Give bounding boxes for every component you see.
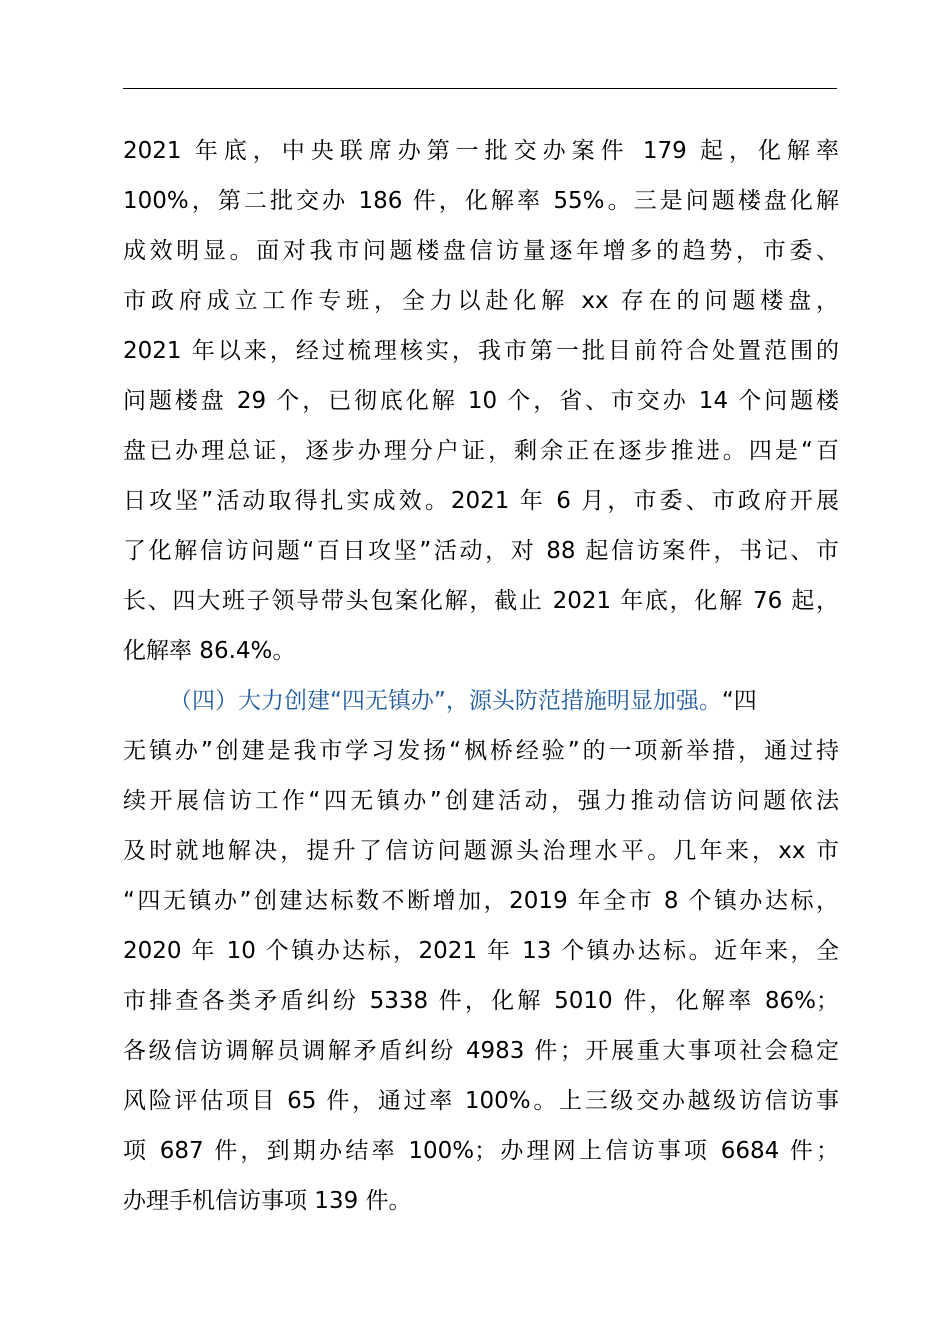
paragraph-1-line-4: 市政府成立工作专班，全力以赴化解 xx 存在的问题楼盘， xyxy=(123,288,839,314)
paragraph-2-line-10: 办理手机信访事项 139 件。 xyxy=(123,1188,412,1214)
paragraph-2-line-3: 及时就地解决，提升了信访问题源头治理水平。几年来，xx 市 xyxy=(123,838,839,864)
header-rule xyxy=(123,88,837,89)
section-heading: （四）大力创建“四无镇办”，源头防范措施明显加强。 xyxy=(169,688,722,714)
paragraph-1-line-5: 2021 年以来，经过梳理核实，我市第一批目前符合处置范围的 xyxy=(123,338,839,364)
paragraph-1-line-8: 日攻坚”活动取得扎实成效。2021 年 6 月，市委、市政府开展 xyxy=(123,488,839,514)
paragraph-2-line-9: 项 687 件，到期办结率 100%；办理网上信访事项 6684 件； xyxy=(123,1138,839,1164)
paragraph-2-line-7: 各级信访调解员调解矛盾纠纷 4983 件；开展重大事项社会稳定 xyxy=(123,1038,839,1064)
paragraph-1-line-10: 长、四大班子领导带头包案化解，截止 2021 年底，化解 76 起， xyxy=(123,588,839,614)
paragraph-1-line-7: 盘已办理总证，逐步办理分户证，剩余正在逐步推进。四是“百 xyxy=(123,438,839,464)
section-heading-line xyxy=(123,676,839,726)
paragraph-1-line-1: 2021 年底，中央联席办第一批交办案件 179 起，化解率 xyxy=(123,138,839,164)
paragraph-1-line-3: 成效明显。面对我市问题楼盘信访量逐年增多的趋势，市委、 xyxy=(123,238,839,264)
paragraph-2-line-5: 2020 年 10 个镇办达标，2021 年 13 个镇办达标。近年来，全 xyxy=(123,938,839,964)
document-body xyxy=(123,126,839,1226)
paragraph-2-line-2: 续开展信访工作“四无镇办”创建活动，强力推动信访问题依法 xyxy=(123,788,839,814)
paragraph-1-line-11: 化解率 86.4%。 xyxy=(123,638,296,664)
paragraph-2-first-tail: “四 xyxy=(721,688,757,714)
paragraph-2-line-6: 市排查各类矛盾纠纷 5338 件，化解 5010 件，化解率 86%； xyxy=(123,988,839,1014)
paragraph-1-line-2: 100%，第二批交办 186 件，化解率 55%。三是问题楼盘化解 xyxy=(123,188,839,214)
paragraph-2-line-8: 风险评估项目 65 件，通过率 100%。上三级交办越级访信访事 xyxy=(123,1088,839,1114)
paragraph-1-line-6: 问题楼盘 29 个，已彻底化解 10 个，省、市交办 14 个问题楼 xyxy=(123,388,839,414)
paragraph-2-line-4: “四无镇办”创建达标数不断增加，2019 年全市 8 个镇办达标， xyxy=(123,888,839,914)
paragraph-1-line-9: 了化解信访问题“百日攻坚”活动，对 88 起信访案件，书记、市 xyxy=(123,538,839,564)
paragraph-2-line-1: 无镇办”创建是我市学习发扬“枫桥经验”的一项新举措，通过持 xyxy=(123,738,839,764)
